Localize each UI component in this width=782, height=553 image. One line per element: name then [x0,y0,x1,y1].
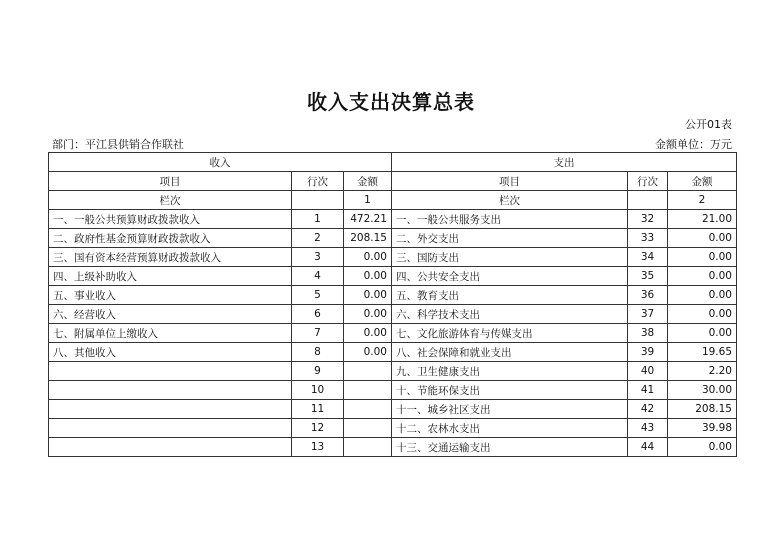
income-row-no-cell: 13 [292,438,344,457]
expense-amount-cell: 0.00 [668,267,737,286]
income-amount-cell: 0.00 [344,267,392,286]
expense-section-header: 支出 [392,153,737,172]
table-row [49,362,737,381]
income-item-cell: 五、事业收入 [49,286,292,305]
table-row [49,248,737,267]
income-item-cell: 八、其他收入 [49,343,292,362]
income-item-cell: 三、国有资本经营预算财政拨款收入 [49,248,292,267]
expense-row-no-cell: 36 [628,286,668,305]
expense-row-no-cell: 44 [628,438,668,457]
expense-column-index-blank [628,191,668,210]
expense-amount-cell: 21.00 [668,210,737,229]
expense-item-cell: 五、教育支出 [392,286,628,305]
expense-row-no-cell: 39 [628,343,668,362]
header-row-sections [49,153,737,172]
amount-unit-label: 金额单位：万元 [655,138,732,151]
expense-amount-cell: 0.00 [668,305,737,324]
department-label: 部门：平江县供销合作联社 [52,138,184,151]
header-row-columns [49,172,737,191]
expense-item-cell: 七、文化旅游体育与传媒支出 [392,324,628,343]
expense-item-header: 项目 [392,172,628,191]
income-row-no-cell: 2 [292,229,344,248]
table-row [49,324,737,343]
income-row-no-cell: 10 [292,381,344,400]
page-title: 收入支出决算总表 [307,90,475,114]
table-row [49,438,737,457]
income-row-no-cell: 1 [292,210,344,229]
income-amount-cell: 0.00 [344,286,392,305]
table-row [49,267,737,286]
income-row-no-cell: 3 [292,248,344,267]
income-item-cell [49,400,292,419]
income-item-cell: 四、上级补助收入 [49,267,292,286]
income-amount-cell: 472.21 [344,210,392,229]
expense-amount-cell: 30.00 [668,381,737,400]
income-item-cell [49,381,292,400]
table-row [49,400,737,419]
income-row-no-cell: 9 [292,362,344,381]
income-column-label: 栏次 [49,191,292,210]
expense-row-no-cell: 35 [628,267,668,286]
income-item-cell [49,362,292,381]
income-amount-cell: 0.00 [344,343,392,362]
expense-row-no-cell: 41 [628,381,668,400]
income-item-cell [49,419,292,438]
expense-amount-cell: 208.15 [668,400,737,419]
income-row-no-cell: 7 [292,324,344,343]
table-row [49,229,737,248]
income-expense-table [48,152,737,457]
income-item-header: 项目 [49,172,292,191]
expense-item-cell: 八、社会保障和就业支出 [392,343,628,362]
table-row [49,286,737,305]
expense-amount-cell: 0.00 [668,229,737,248]
expense-item-cell: 二、外交支出 [392,229,628,248]
expense-column-label: 栏次 [392,191,628,210]
expense-amount-cell: 0.00 [668,438,737,457]
form-number: 公开01表 [685,118,732,131]
income-column-index-blank [292,191,344,210]
expense-row-no-cell: 40 [628,362,668,381]
expense-amount-cell: 2.20 [668,362,737,381]
income-item-cell: 七、附属单位上缴收入 [49,324,292,343]
income-amount-cell [344,381,392,400]
expense-amount-cell: 19.65 [668,343,737,362]
expense-column-index: 2 [668,191,737,210]
income-item-cell: 二、政府性基金预算财政拨款收入 [49,229,292,248]
income-amount-cell [344,362,392,381]
expense-row-no-cell: 38 [628,324,668,343]
expense-item-cell: 三、国防支出 [392,248,628,267]
table-row [49,343,737,362]
expense-amount-cell: 0.00 [668,324,737,343]
expense-item-cell: 十一、城乡社区支出 [392,400,628,419]
income-row-no-cell: 6 [292,305,344,324]
income-row-no-cell: 4 [292,267,344,286]
income-column-index: 1 [344,191,392,210]
expense-row-no-cell: 42 [628,400,668,419]
income-amount-cell [344,419,392,438]
expense-row-no-cell: 32 [628,210,668,229]
expense-item-cell: 一、一般公共服务支出 [392,210,628,229]
table-row [49,305,737,324]
income-amount-cell: 0.00 [344,324,392,343]
table-row [49,210,737,229]
income-row-no-cell: 12 [292,419,344,438]
expense-row-no-cell: 33 [628,229,668,248]
income-item-cell [49,438,292,457]
expense-row-no-cell: 43 [628,419,668,438]
income-row-no-cell: 5 [292,286,344,305]
income-section-header: 收入 [49,153,392,172]
expense-item-cell: 九、卫生健康支出 [392,362,628,381]
income-amount-cell: 0.00 [344,305,392,324]
expense-item-cell: 四、公共安全支出 [392,267,628,286]
expense-amount-cell: 0.00 [668,286,737,305]
income-amount-cell: 208.15 [344,229,392,248]
expense-item-cell: 十二、农林水支出 [392,419,628,438]
income-item-cell: 一、一般公共预算财政拨款收入 [49,210,292,229]
column-index-row [49,191,737,210]
table-row [49,381,737,400]
income-item-cell: 六、经营收入 [49,305,292,324]
income-amount-cell [344,438,392,457]
expense-amount-header: 金额 [668,172,737,191]
expense-row-no-header: 行次 [628,172,668,191]
expense-item-cell: 十三、交通运输支出 [392,438,628,457]
expense-item-cell: 六、科学技术支出 [392,305,628,324]
expense-row-no-cell: 37 [628,305,668,324]
income-row-no-cell: 11 [292,400,344,419]
income-amount-cell: 0.00 [344,248,392,267]
income-amount-cell [344,400,392,419]
expense-row-no-cell: 34 [628,248,668,267]
table-row [49,419,737,438]
income-row-no-header: 行次 [292,172,344,191]
expense-amount-cell: 0.00 [668,248,737,267]
expense-amount-cell: 39.98 [668,419,737,438]
income-amount-header: 金额 [344,172,392,191]
expense-item-cell: 十、节能环保支出 [392,381,628,400]
income-row-no-cell: 8 [292,343,344,362]
